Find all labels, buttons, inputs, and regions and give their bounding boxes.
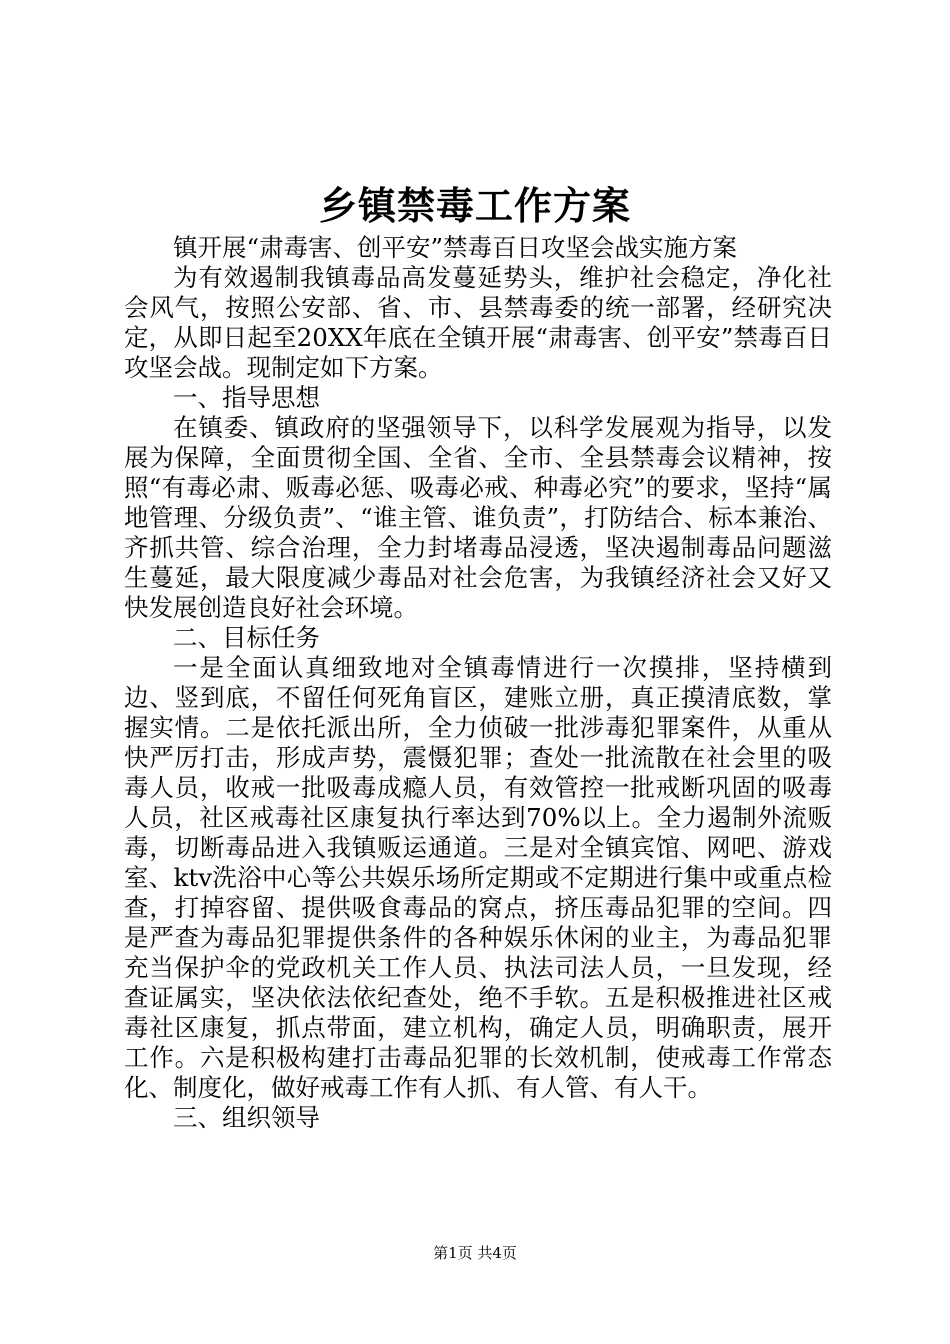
intro-paragraph: 为有效遏制我镇毒品高发蔓延势头，维护社会稳定，净化社会风气，按照公安部、省、市、县禁毒委的统一部署，经研究决定，从即日起至20XX年底在全镇开展“肃毒害、创平安”禁毒百日攻坚会战。现制定如下方案。: [124, 263, 832, 382]
page-number: 第1页 共4页: [433, 1244, 517, 1262]
section-heading-organization: 三、组织领导: [173, 1103, 320, 1132]
section-heading-guiding-thought: 一、指导思想: [173, 383, 320, 412]
document-body: [124, 233, 832, 1133]
section-body-guiding-thought: 在镇委、镇政府的坚强领导下，以科学发展观为指导，以发展为保障，全面贯彻全国、全省、全市、全县禁毒会议精神，按照“有毒必肃、贩毒必惩、吸毒必戒、种毒必究”的要求，坚持“属地管理、分级负责”、“谁主管、谁负责”，打防结合、标本兼治、齐抓共管、综合治理，全力封堵毒品浸透，坚决遏制毒品问题滋生蔓延，最大限度减少毒品对社会危害，为我镇经济社会又好又快发展创造良好社会环境。: [124, 413, 832, 622]
section-body-goals: 一是全面认真细致地对全镇毒情进行一次摸排，坚持横到边、竖到底，不留任何死角盲区，建账立册，真正摸清底数，掌握实情。二是依托派出所，全力侦破一批涉毒犯罪案件，从重从快严厉打击，形成声势，震慑犯罪；查处一批流散在社会里的吸毒人员，收戒一批吸毒成瘾人员，有效管控一批戒断巩固的吸毒人员，社区戒毒社区康复执行率达到70%以上。全力遏制外流贩毒，切断毒品进入我镇贩运通道。三是对全镇宾馆、网吧、游戏室、ktv洗浴中心等公共娱乐场所定期或不定期进行集中或重点检查，打掉容留、提供吸食毒品的窝点，挤压毒品犯罪的空间。四是严查为毒品犯罪提供条件的各种娱乐休闲的业主，为毒品犯罪充当保护伞的党政机关工作人员、执法司法人员，一旦发现，经查证属实，坚决依法依纪查处，绝不手软。五是积极推进社区戒毒社区康复，抓点带面，建立机构，确定人员，明确职责，展开工作。六是积极构建打击毒品犯罪的长效机制，使戒毒工作常态化、制度化，做好戒毒工作有人抓、有人管、有人干。: [124, 653, 832, 1102]
section-heading-goals: 二、目标任务: [173, 623, 320, 652]
document-subtitle: 镇开展“肃毒害、创平安”禁毒百日攻坚会战实施方案: [173, 233, 738, 262]
document-title: 乡镇禁毒工作方案: [318, 183, 631, 228]
